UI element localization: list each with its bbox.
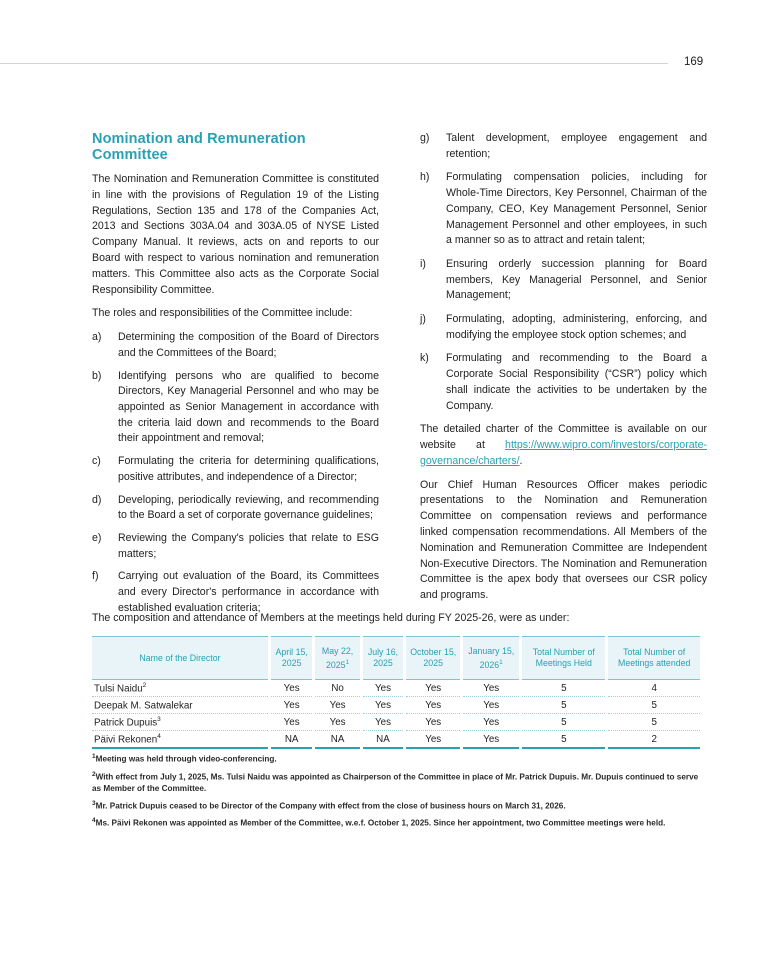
role-marker: e) [92, 531, 102, 544]
director-name [92, 731, 268, 749]
role-text: Formulating compensation policies, including for Whole-Time Directors, Key Personnel, Chairman of the Company, CEO, Key Management Personnel, Senior Management Personnel and other employees, in such a manner so as to attract and retain talent; [446, 171, 707, 247]
cell-january: Yes [463, 680, 519, 697]
role-item [420, 351, 707, 414]
cell-july: NA [363, 731, 403, 749]
role-marker: i) [420, 257, 426, 270]
role-text: Developing, periodically reviewing, and recommending to the Board a set of corporate governance guidelines; [118, 493, 379, 522]
role-item [92, 454, 379, 485]
section-title: Nomination and Remuneration Committee [92, 131, 306, 163]
footnote-number: 1 [92, 753, 96, 760]
table-row [92, 697, 700, 714]
right-column [420, 131, 707, 612]
role-marker: d) [92, 493, 102, 506]
role-text: Formulating, adopting, administering, enforcing, and modifying the employee stock option schemes; and [446, 313, 707, 341]
cell-october: Yes [406, 731, 460, 749]
footnote-number: 2 [92, 770, 96, 778]
role-text: Formulating the criteria for determining qualifications, positive attributes, and independence of a Director; [118, 455, 379, 483]
footnotes [92, 751, 706, 833]
cell-january: Yes [463, 731, 519, 749]
footnote-ref: 1 [345, 658, 350, 666]
role-marker: b) [92, 369, 102, 382]
role-text: Ensuring orderly succession planning for Board members, Key Managerial Personnel, and Senior Management; [446, 257, 707, 302]
director-name [92, 714, 268, 731]
footnote-ref: 1 [499, 658, 503, 666]
footnote-number: 4 [92, 817, 96, 825]
header-name: Name of the Director [92, 636, 268, 680]
header-january [463, 636, 519, 680]
role-text: Carrying out evaluation of the Board, its Committees and every Director's performance in accordance with established evaluation criteria; [118, 570, 379, 614]
role-text: Formulating and recommending to the Board a Corporate Social Responsibility (“CSR”) policy which shall indicate the activities to be undertaken by the Company. [446, 352, 707, 412]
header-january-text: January 15, 2026 [468, 645, 515, 670]
roles-lead: The roles and responsibilities of the Committee include: [92, 307, 353, 320]
cell-held: 5 [522, 680, 605, 697]
chro-paragraph: Our Chief Human Resources Officer makes periodic presentations to the Nomination and Remuneration Committee on compensation reviews and performance linked compensation recommendations. All Members of the Nomination and Remuneration Committee are Independent Non-Executive Directors. The Nomination and Remuneration Committee is the apex body that oversees our CSR policy and programs. [420, 478, 707, 602]
footnote-text: With effect from July 1, 2025, Ms. Tulsi Naidu was appointed as Chairperson of the Committee in place of Mr. Patrick Dupuis. Mr. Dupuis continued to serve as Member of the Committee. [92, 772, 699, 794]
role-marker: j) [420, 313, 426, 326]
cell-held: 5 [522, 697, 605, 714]
footnote [92, 751, 706, 766]
cell-april: Yes [271, 680, 312, 697]
cell-may: Yes [315, 697, 359, 714]
cell-held: 5 [522, 714, 605, 731]
header-may [315, 636, 359, 680]
left-column [92, 131, 379, 623]
role-item [92, 330, 379, 361]
cell-attended: 5 [608, 697, 700, 714]
cell-may: NA [315, 731, 359, 749]
role-marker: k) [420, 352, 429, 365]
cell-october: Yes [406, 697, 460, 714]
cell-april: Yes [271, 714, 312, 731]
charter-link[interactable]: https://www.wipro.com/investors/corporate-governance/charters/ [420, 439, 707, 467]
cell-attended: 2 [608, 731, 700, 749]
header-total-attended: Total Number of Meetings attended [608, 636, 700, 680]
cell-october: Yes [406, 714, 460, 731]
role-item [420, 170, 707, 249]
header-may-text: May 22, 2025 [321, 645, 354, 670]
role-marker: g) [420, 132, 430, 144]
cell-may: Yes [315, 714, 359, 731]
table-header-row [92, 636, 700, 680]
director-name-text: Deepak M. Satwalekar [94, 700, 193, 712]
header-october: October 15, 2025 [406, 636, 460, 680]
role-marker: a) [92, 331, 102, 344]
charter-text: The detailed charter of the Committee is available on our website at [420, 423, 707, 452]
cell-april: NA [271, 731, 312, 749]
attendance-table [89, 636, 703, 749]
header-total-held: Total Number of Meetings Held [522, 636, 605, 680]
role-item [92, 369, 379, 448]
roles-list-left [92, 330, 379, 616]
table-row [92, 731, 700, 749]
role-item [92, 493, 379, 524]
page-number: 169 [684, 56, 704, 68]
charter-end: . [519, 454, 523, 467]
header-july: July 16, 2025 [363, 636, 403, 680]
footnote [92, 815, 706, 830]
role-item [420, 257, 707, 304]
table-row [92, 714, 700, 731]
cell-held: 5 [522, 731, 605, 749]
cell-july: Yes [363, 680, 403, 697]
cell-july: Yes [363, 697, 403, 714]
role-marker: f) [92, 570, 99, 583]
role-text: Determining the composition of the Board of Directors and the Committees of the Board; [118, 331, 379, 359]
role-marker: c) [92, 455, 101, 468]
table-row [92, 680, 700, 697]
cell-july: Yes [363, 714, 403, 731]
roles-list-right [420, 131, 707, 414]
footnote-text: Meeting was held through video-conferencing. [95, 754, 277, 764]
role-text: Identifying persons who are qualified to become Directors, Key Managerial Personnel and who may be appointed as Senior Management in accordance with the criteria laid down and recommends to the Board their appointment and removal; [118, 369, 379, 445]
role-marker: h) [420, 171, 430, 184]
cell-october: Yes [406, 680, 460, 697]
footnote-text: Ms. Päivi Rekonen was appointed as Member of the Committee, w.e.f. October 1, 2025. Since her appointment, two Committee meetings were held. [95, 819, 666, 829]
composition-lead: The composition and attendance of Members at the meetings held during FY 2025-26, were as under: [92, 612, 570, 624]
director-name-text: Patrick Dupuis [94, 717, 158, 729]
role-item [92, 531, 379, 562]
role-text: Reviewing the Company's policies that relate to ESG matters; [118, 531, 379, 560]
cell-may: No [315, 680, 359, 697]
cell-attended: 4 [608, 680, 700, 697]
cell-january: Yes [463, 714, 519, 731]
footnote [92, 798, 706, 813]
footnote [92, 769, 706, 795]
role-text: Talent development, employee engagement and retention; [446, 132, 707, 160]
charter-paragraph [420, 422, 707, 469]
role-item [420, 131, 707, 162]
director-name [92, 680, 268, 697]
footnote-number: 3 [92, 799, 96, 807]
footnote-ref: 3 [157, 715, 161, 723]
director-name [92, 697, 268, 714]
role-item [92, 569, 379, 616]
footnote-ref: 4 [157, 732, 161, 740]
footnote-ref: 2 [142, 681, 147, 689]
cell-january: Yes [463, 697, 519, 714]
footnote-text: Mr. Patrick Dupuis ceased to be Director of the Company with effect from the close of business hours on March 31, 2026. [95, 801, 566, 811]
cell-april: Yes [271, 697, 312, 714]
role-item [420, 312, 707, 343]
intro-paragraph: The Nomination and Remuneration Committee is constituted in line with the provisions of Regulation 19 of the Listing Regulations, Section 135 and 178 of the Companies Act, 2013 and Sections 303A.04 and 303A.05 of NYSE Listed Company Manual. It reviews, acts on and reports to our Board with respect to various nomination and remuneration matters. This Committee also acts as the Corporate Social Responsibility Committee. [92, 173, 379, 296]
cell-attended: 5 [608, 714, 700, 731]
director-name-text: Päivi Rekonen [94, 734, 158, 746]
director-name-text: Tulsi Naidu [94, 683, 143, 695]
header-april: April 15, 2025 [271, 636, 312, 680]
top-rule [0, 63, 668, 64]
